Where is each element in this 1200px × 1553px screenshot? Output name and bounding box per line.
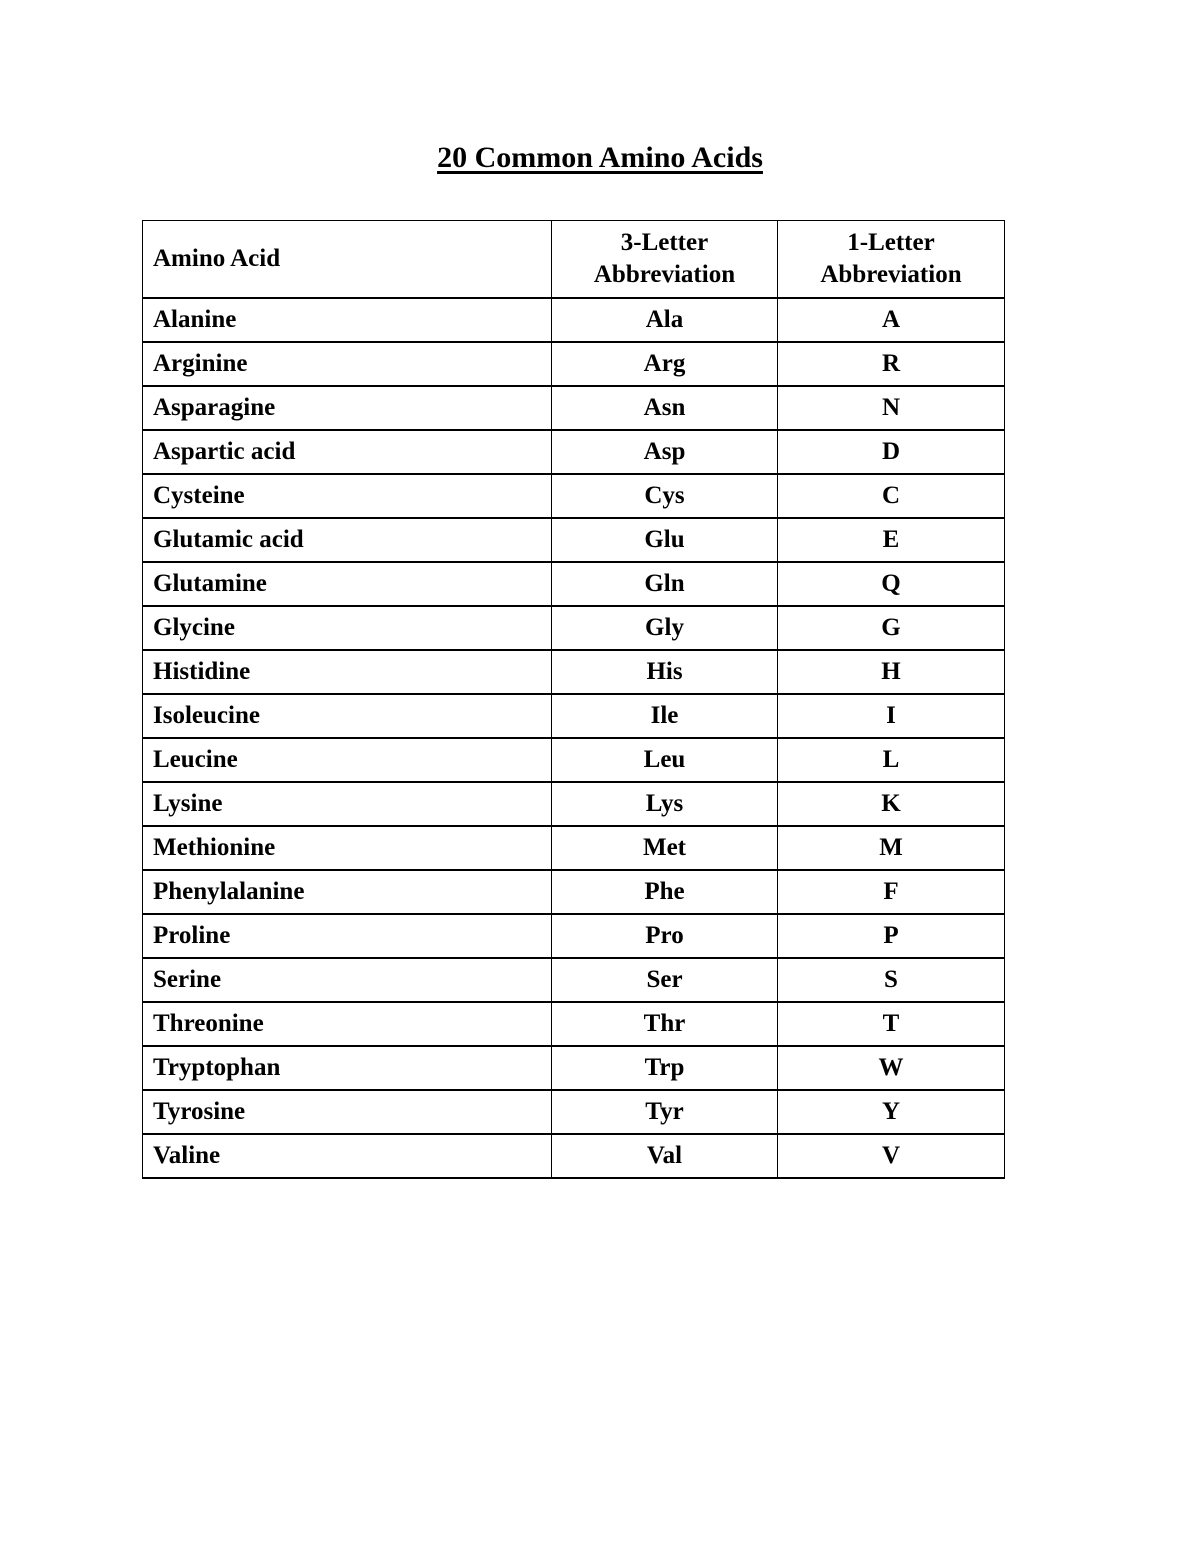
- three-letter-cell: Glu: [552, 518, 778, 562]
- one-letter-cell: I: [778, 694, 1005, 738]
- amino-acid-name-cell: Valine: [143, 1134, 552, 1178]
- one-letter-cell: R: [778, 342, 1005, 386]
- amino-acid-name-cell: Aspartic acid: [143, 430, 552, 474]
- table-row: [143, 474, 1005, 518]
- header-one-letter: [778, 221, 1005, 299]
- amino-acid-name-cell: Glycine: [143, 606, 552, 650]
- page-title: 20 Common Amino Acids: [437, 141, 763, 174]
- one-letter-cell: P: [778, 914, 1005, 958]
- amino-acid-name-cell: Leucine: [143, 738, 552, 782]
- amino-acid-name-cell: Asparagine: [143, 386, 552, 430]
- table-row: [143, 826, 1005, 870]
- table-row: [143, 430, 1005, 474]
- three-letter-cell: Met: [552, 826, 778, 870]
- table-body: [143, 298, 1005, 1178]
- table-row: [143, 782, 1005, 826]
- amino-acid-name-cell: Tyrosine: [143, 1090, 552, 1134]
- one-letter-cell: L: [778, 738, 1005, 782]
- amino-acid-name-cell: Glutamine: [143, 562, 552, 606]
- one-letter-cell: T: [778, 1002, 1005, 1046]
- three-letter-cell: Ile: [552, 694, 778, 738]
- amino-acid-table: [142, 220, 1005, 1179]
- one-letter-cell: N: [778, 386, 1005, 430]
- amino-acid-name-cell: Arginine: [143, 342, 552, 386]
- three-letter-cell: Arg: [552, 342, 778, 386]
- one-letter-cell: K: [778, 782, 1005, 826]
- table-header: [143, 221, 1005, 299]
- three-letter-cell: Ser: [552, 958, 778, 1002]
- table-row: [143, 870, 1005, 914]
- three-letter-cell: Gly: [552, 606, 778, 650]
- table-row: [143, 1002, 1005, 1046]
- one-letter-cell: A: [778, 298, 1005, 342]
- amino-acid-name-cell: Proline: [143, 914, 552, 958]
- amino-acid-name-cell: Lysine: [143, 782, 552, 826]
- amino-acid-name-cell: Cysteine: [143, 474, 552, 518]
- amino-acid-name-cell: Isoleucine: [143, 694, 552, 738]
- header-row: [143, 221, 1005, 299]
- one-letter-cell: Y: [778, 1090, 1005, 1134]
- header-one-letter-line1: 1-Letter: [847, 229, 935, 256]
- one-letter-cell: Q: [778, 562, 1005, 606]
- one-letter-cell: H: [778, 650, 1005, 694]
- three-letter-cell: Lys: [552, 782, 778, 826]
- table-row: [143, 1134, 1005, 1178]
- table-row: [143, 562, 1005, 606]
- three-letter-cell: Thr: [552, 1002, 778, 1046]
- amino-acid-name-cell: Alanine: [143, 298, 552, 342]
- three-letter-cell: Gln: [552, 562, 778, 606]
- three-letter-cell: His: [552, 650, 778, 694]
- one-letter-cell: S: [778, 958, 1005, 1002]
- table-row: [143, 298, 1005, 342]
- three-letter-cell: Tyr: [552, 1090, 778, 1134]
- one-letter-cell: W: [778, 1046, 1005, 1090]
- table-row: [143, 1090, 1005, 1134]
- header-one-letter-line2: Abbreviation: [820, 261, 962, 288]
- table-row: [143, 914, 1005, 958]
- three-letter-cell: Trp: [552, 1046, 778, 1090]
- header-amino-acid: Amino Acid: [143, 221, 552, 299]
- amino-acid-name-cell: Tryptophan: [143, 1046, 552, 1090]
- amino-acid-name-cell: Glutamic acid: [143, 518, 552, 562]
- three-letter-cell: Phe: [552, 870, 778, 914]
- three-letter-cell: Cys: [552, 474, 778, 518]
- table-row: [143, 386, 1005, 430]
- table-row: [143, 1046, 1005, 1090]
- table-row: [143, 694, 1005, 738]
- one-letter-cell: M: [778, 826, 1005, 870]
- three-letter-cell: Pro: [552, 914, 778, 958]
- table-row: [143, 518, 1005, 562]
- one-letter-cell: E: [778, 518, 1005, 562]
- one-letter-cell: V: [778, 1134, 1005, 1178]
- three-letter-cell: Asn: [552, 386, 778, 430]
- header-three-letter-line2: Abbreviation: [593, 261, 736, 288]
- three-letter-cell: Leu: [552, 738, 778, 782]
- table-row: [143, 958, 1005, 1002]
- amino-acid-name-cell: Serine: [143, 958, 552, 1002]
- amino-acid-name-cell: Histidine: [143, 650, 552, 694]
- one-letter-cell: D: [778, 430, 1005, 474]
- one-letter-cell: G: [778, 606, 1005, 650]
- one-letter-cell: F: [778, 870, 1005, 914]
- three-letter-cell: Val: [552, 1134, 778, 1178]
- amino-acid-name-cell: Threonine: [143, 1002, 552, 1046]
- header-three-letter-line1: 3-Letter: [620, 229, 709, 256]
- table-row: [143, 650, 1005, 694]
- table-row: [143, 606, 1005, 650]
- header-three-letter: [552, 221, 778, 299]
- three-letter-cell: Ala: [552, 298, 778, 342]
- table-row: [143, 738, 1005, 782]
- three-letter-cell: Asp: [552, 430, 778, 474]
- amino-acid-name-cell: Methionine: [143, 826, 552, 870]
- amino-acid-name-cell: Phenylalanine: [143, 870, 552, 914]
- one-letter-cell: C: [778, 474, 1005, 518]
- table-row: [143, 342, 1005, 386]
